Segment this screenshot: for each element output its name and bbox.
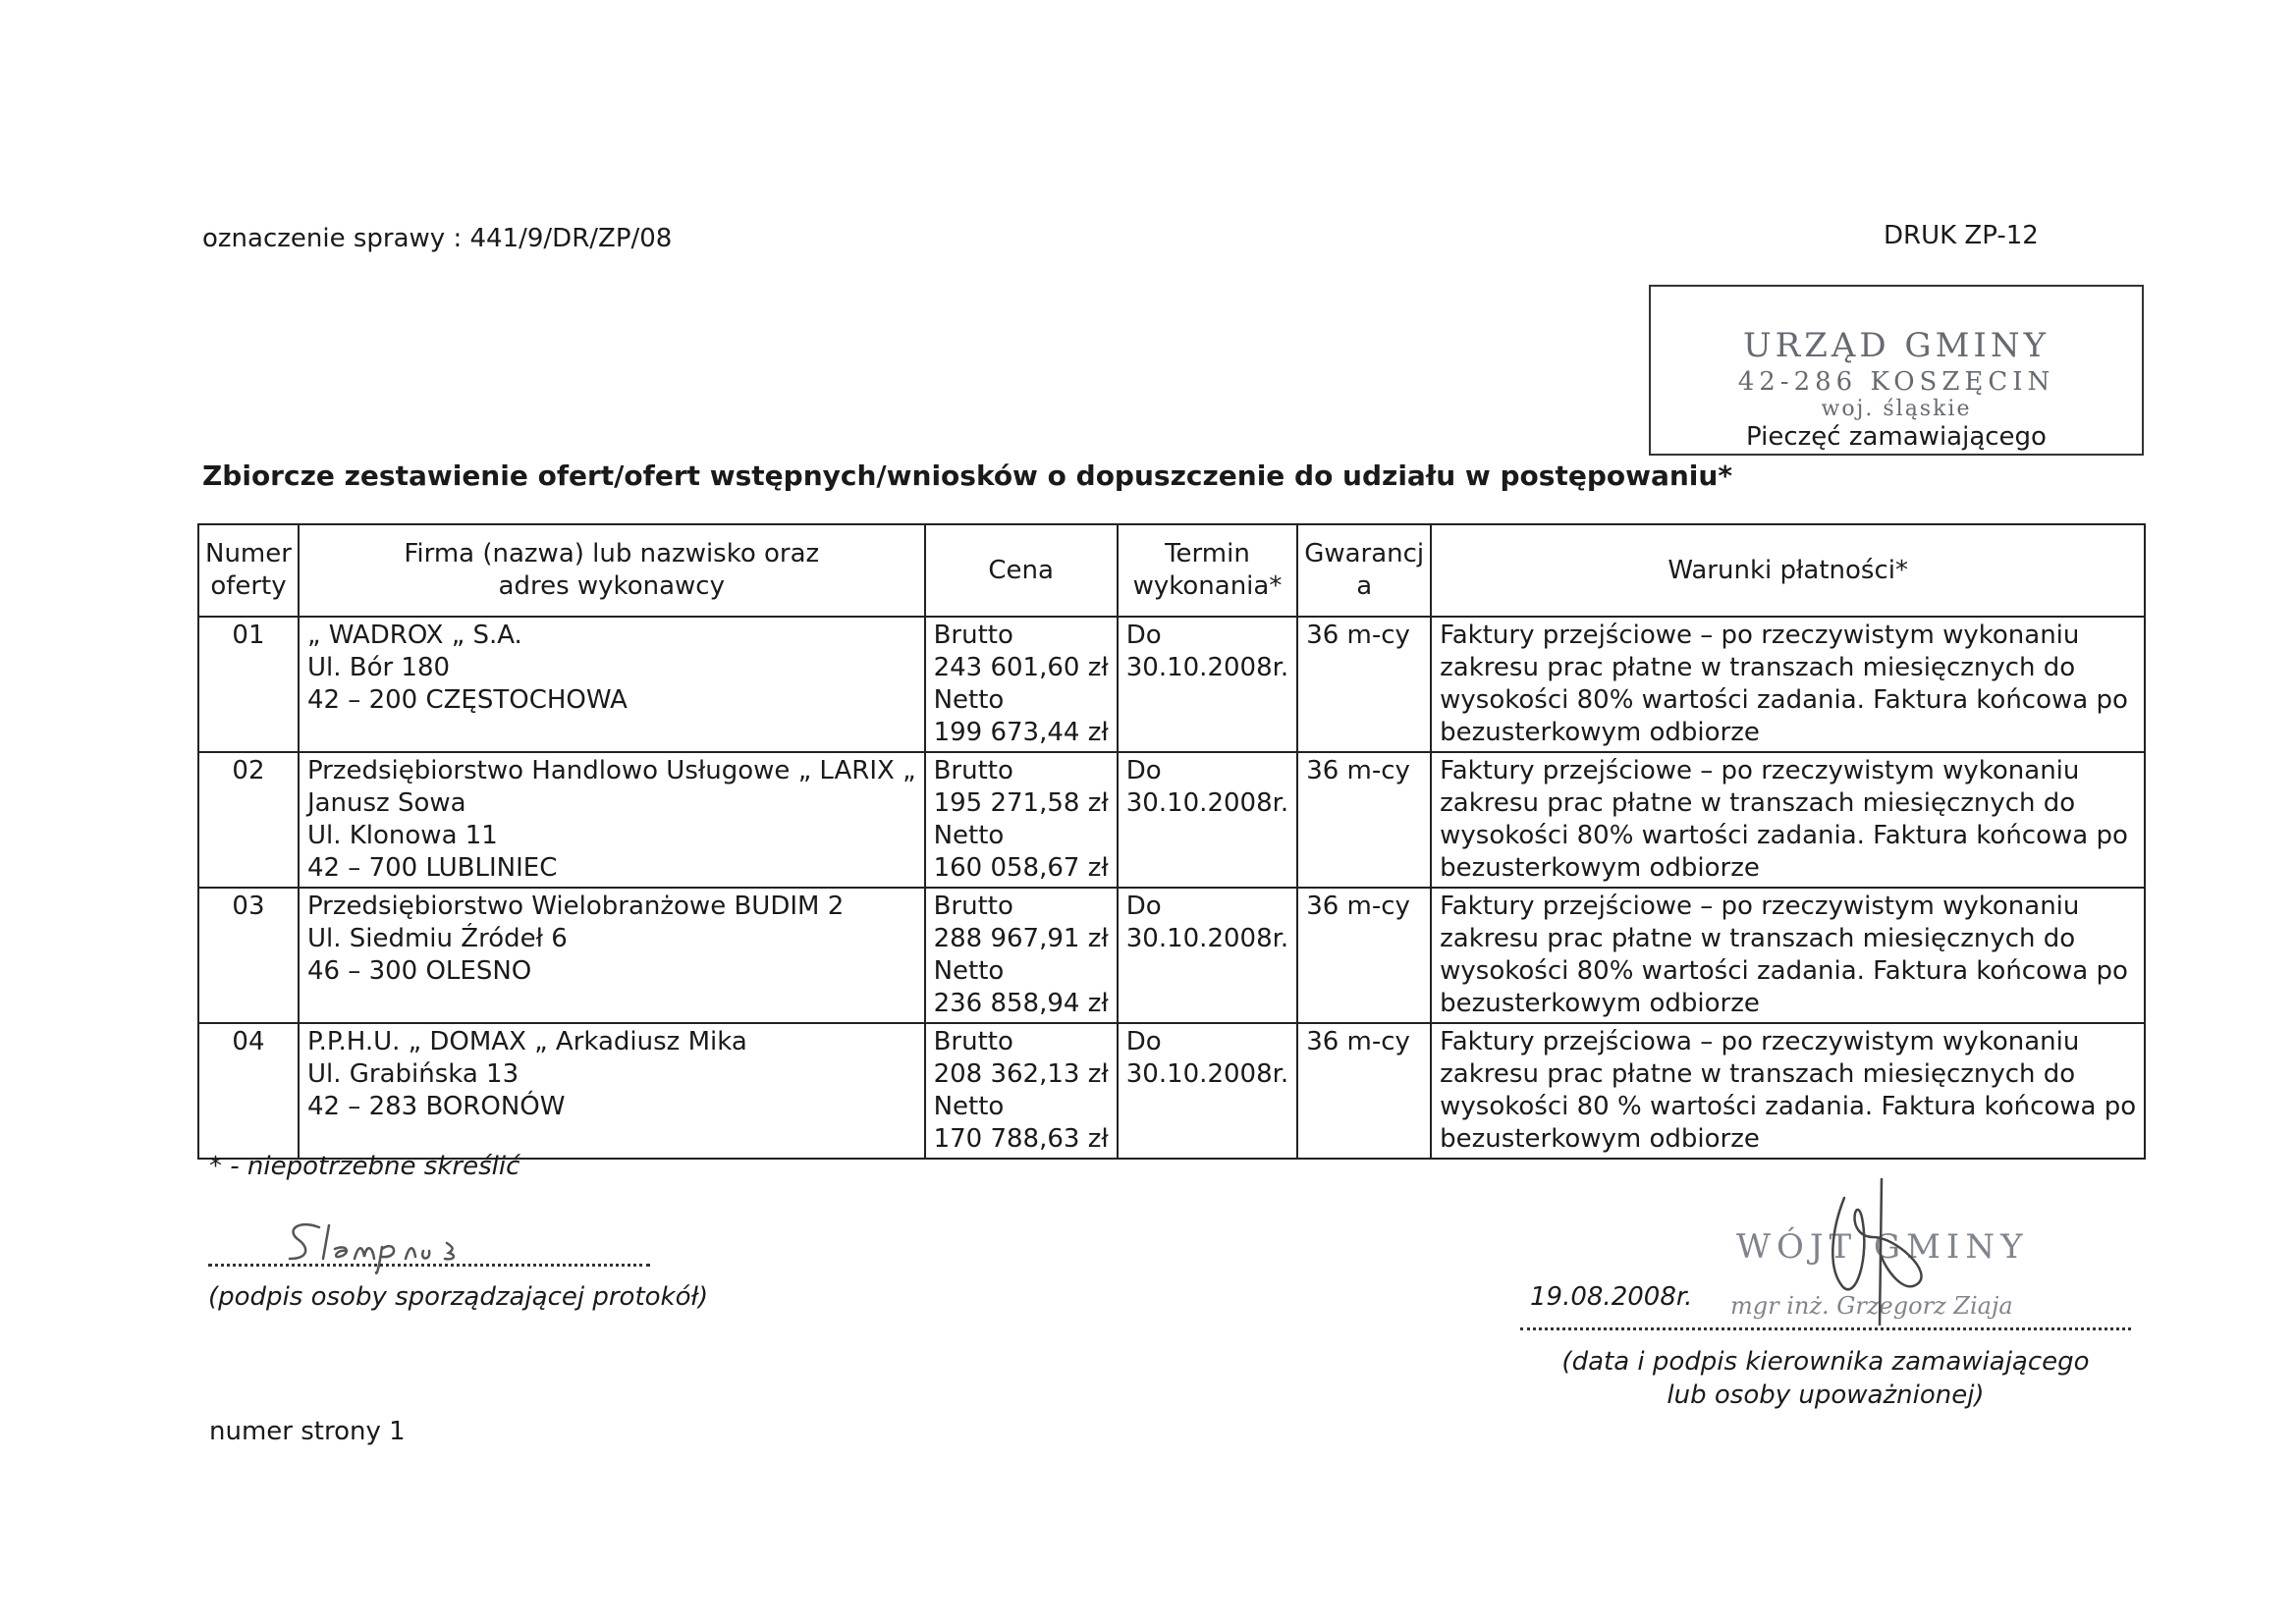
page-number: numer strony 1 [209, 1417, 406, 1446]
price-line: 243 601,60 zł [933, 653, 1109, 682]
firm-line: Ul. Grabińska 13 [306, 1059, 519, 1089]
header-term: Termin wykonania* [1118, 524, 1297, 617]
price-line: 160 058,67 zł [933, 853, 1109, 883]
firm-line: Ul. Siedmiu Źródeł 6 [306, 924, 568, 953]
offer-number: 03 [198, 888, 299, 1023]
orderer-stamp-box [1649, 285, 2144, 456]
table-header-row [198, 524, 2145, 617]
term-line: Do [1125, 892, 1162, 921]
payment-line: zakresu prac płatne w transzach miesięcznych do [1440, 924, 2076, 953]
term-line: Do [1125, 1027, 1162, 1056]
offer-payment-terms [1431, 888, 2145, 1023]
offer-term [1118, 752, 1297, 888]
offer-number: 02 [198, 752, 299, 888]
head-signature [1787, 1178, 2003, 1325]
offer-price [925, 1023, 1118, 1159]
document-title: Zbiorcze zestawienie ofert/ofert wstępnych/wniosków o dopuszczenie do udziału w postępowaniu* [202, 460, 1732, 492]
price-line: 288 967,91 zł [933, 924, 1109, 953]
price-line: 199 673,44 zł [933, 718, 1109, 747]
header-firm: Firma (nazwa) lub nazwisko oraz adres wykonawcy [299, 524, 925, 617]
offer-number: 04 [198, 1023, 299, 1159]
offer-term [1118, 617, 1297, 752]
stamp-voivodeship: woj. śląskie [1821, 397, 1972, 421]
price-line: Brutto [933, 1027, 1013, 1056]
header-price: Cena [925, 524, 1118, 617]
preparer-caption: (podpis osoby sporządzającej protokół) [208, 1282, 709, 1312]
firm-line: P.P.H.U. „ DOMAX „ Arkadiusz Mika [306, 1027, 747, 1056]
footnote: * - niepotrzebne skreślić [209, 1152, 520, 1181]
payment-line: wysokości 80 % wartości zadania. Faktura końcowa po [1440, 1092, 2137, 1121]
firm-line: Ul. Klonowa 11 [306, 821, 498, 850]
firm-line: Ul. Bór 180 [306, 653, 451, 682]
case-reference: oznaczenie sprawy : 441/9/DR/ZP/08 [202, 224, 673, 253]
payment-line: wysokości 80% wartości zadania. Faktura końcowa po [1440, 956, 2128, 986]
payment-line: zakresu prac płatne w transzach miesięcznych do [1440, 788, 2076, 818]
firm-line: Przedsiębiorstwo Handlowo Usługowe „ LARIX „ [306, 756, 916, 785]
term-line: 30.10.2008r. [1125, 653, 1289, 682]
price-line: 208 362,13 zł [933, 1059, 1109, 1089]
stamp-caption: Pieczęć zamawiającego [1746, 422, 2047, 452]
price-line: Netto [933, 956, 1005, 986]
offer-guarantee: 36 m-cy [1297, 1023, 1431, 1159]
offer-firm [299, 888, 925, 1023]
payment-line: wysokości 80% wartości zadania. Faktura końcowa po [1440, 821, 2128, 850]
payment-line: Faktury przejściowe – po rzeczywistym wykonaniu [1440, 756, 2080, 785]
table-row [198, 888, 2145, 1023]
term-line: 30.10.2008r. [1125, 924, 1289, 953]
price-line: Netto [933, 821, 1005, 850]
firm-line: „ WADROX „ S.A. [306, 621, 522, 650]
payment-line: wysokości 80% wartości zadania. Faktura końcowa po [1440, 685, 2128, 715]
table-row [198, 752, 2145, 888]
firm-line: 42 – 700 LUBLINIEC [306, 853, 558, 883]
price-line: Brutto [933, 621, 1013, 650]
payment-line: bezusterkowym odbiorze [1440, 1124, 1760, 1154]
form-code: DRUK ZP-12 [1884, 221, 2039, 250]
offer-firm [299, 752, 925, 888]
head-name: mgr inż. Grzegorz Ziaja [1730, 1292, 2013, 1320]
term-line: Do [1125, 756, 1162, 785]
stamp-postal-town: 42-286 KOSZĘCIN [1737, 367, 2055, 397]
offer-price [925, 888, 1118, 1023]
offers-table [197, 523, 2146, 1160]
price-line: Netto [933, 1092, 1005, 1121]
price-line: 236 858,94 zł [933, 989, 1109, 1018]
price-line: Brutto [933, 756, 1013, 785]
offer-guarantee: 36 m-cy [1297, 617, 1431, 752]
offer-firm [299, 617, 925, 752]
header-number: Numer oferty [198, 524, 299, 617]
offer-price [925, 752, 1118, 888]
payment-line: Faktury przejściowe – po rzeczywistym wykonaniu [1440, 621, 2080, 650]
firm-line: 42 – 283 BORONÓW [306, 1092, 566, 1121]
offer-guarantee: 36 m-cy [1297, 752, 1431, 888]
payment-line: Faktury przejściowa – po rzeczywistym wykonaniu [1440, 1027, 2080, 1056]
payment-line: bezusterkowym odbiorze [1440, 989, 1760, 1018]
head-signature-line [1520, 1327, 2131, 1330]
firm-line: 42 – 200 CZĘSTOCHOWA [306, 685, 628, 715]
offer-payment-terms [1431, 617, 2145, 752]
header-payment: Warunki płatności* [1431, 524, 2145, 617]
offer-payment-terms [1431, 752, 2145, 888]
payment-line: Faktury przejściowe – po rzeczywistym wykonaniu [1440, 892, 2080, 921]
offer-term [1118, 888, 1297, 1023]
stamp-office-name: URZĄD GMINY [1742, 326, 2050, 365]
table-row [198, 617, 2145, 752]
offer-firm [299, 1023, 925, 1159]
offer-payment-terms [1431, 1023, 2145, 1159]
offer-guarantee: 36 m-cy [1297, 888, 1431, 1023]
payment-line: zakresu prac płatne w transzach miesięcznych do [1440, 1059, 2076, 1089]
firm-line: Przedsiębiorstwo Wielobranżowe BUDIM 2 [306, 892, 845, 921]
signature-date: 19.08.2008r. [1530, 1282, 1693, 1312]
payment-line: zakresu prac płatne w transzach miesięcznych do [1440, 653, 2076, 682]
term-line: 30.10.2008r. [1125, 1059, 1289, 1089]
table-row [198, 1023, 2145, 1159]
firm-line: 46 – 300 OLESNO [306, 956, 532, 986]
price-line: 170 788,63 zł [933, 1124, 1109, 1154]
payment-line: bezusterkowym odbiorze [1440, 718, 1760, 747]
head-stamp: WÓJT GMINY [1736, 1227, 2029, 1267]
firm-line: Janusz Sowa [306, 788, 466, 818]
price-line: Brutto [933, 892, 1013, 921]
offer-term [1118, 1023, 1297, 1159]
offer-number: 01 [198, 617, 299, 752]
offer-price [925, 617, 1118, 752]
head-caption: (data i podpis kierownika zamawiającego lub osoby upoważnionej) [1561, 1347, 2090, 1410]
term-line: Do [1125, 621, 1162, 650]
payment-line: bezusterkowym odbiorze [1440, 853, 1760, 883]
term-line: 30.10.2008r. [1125, 788, 1289, 818]
preparer-signature-line [208, 1264, 650, 1267]
price-line: 195 271,58 zł [933, 788, 1109, 818]
price-line: Netto [933, 685, 1005, 715]
header-guarantee: Gwarancj a [1297, 524, 1431, 617]
